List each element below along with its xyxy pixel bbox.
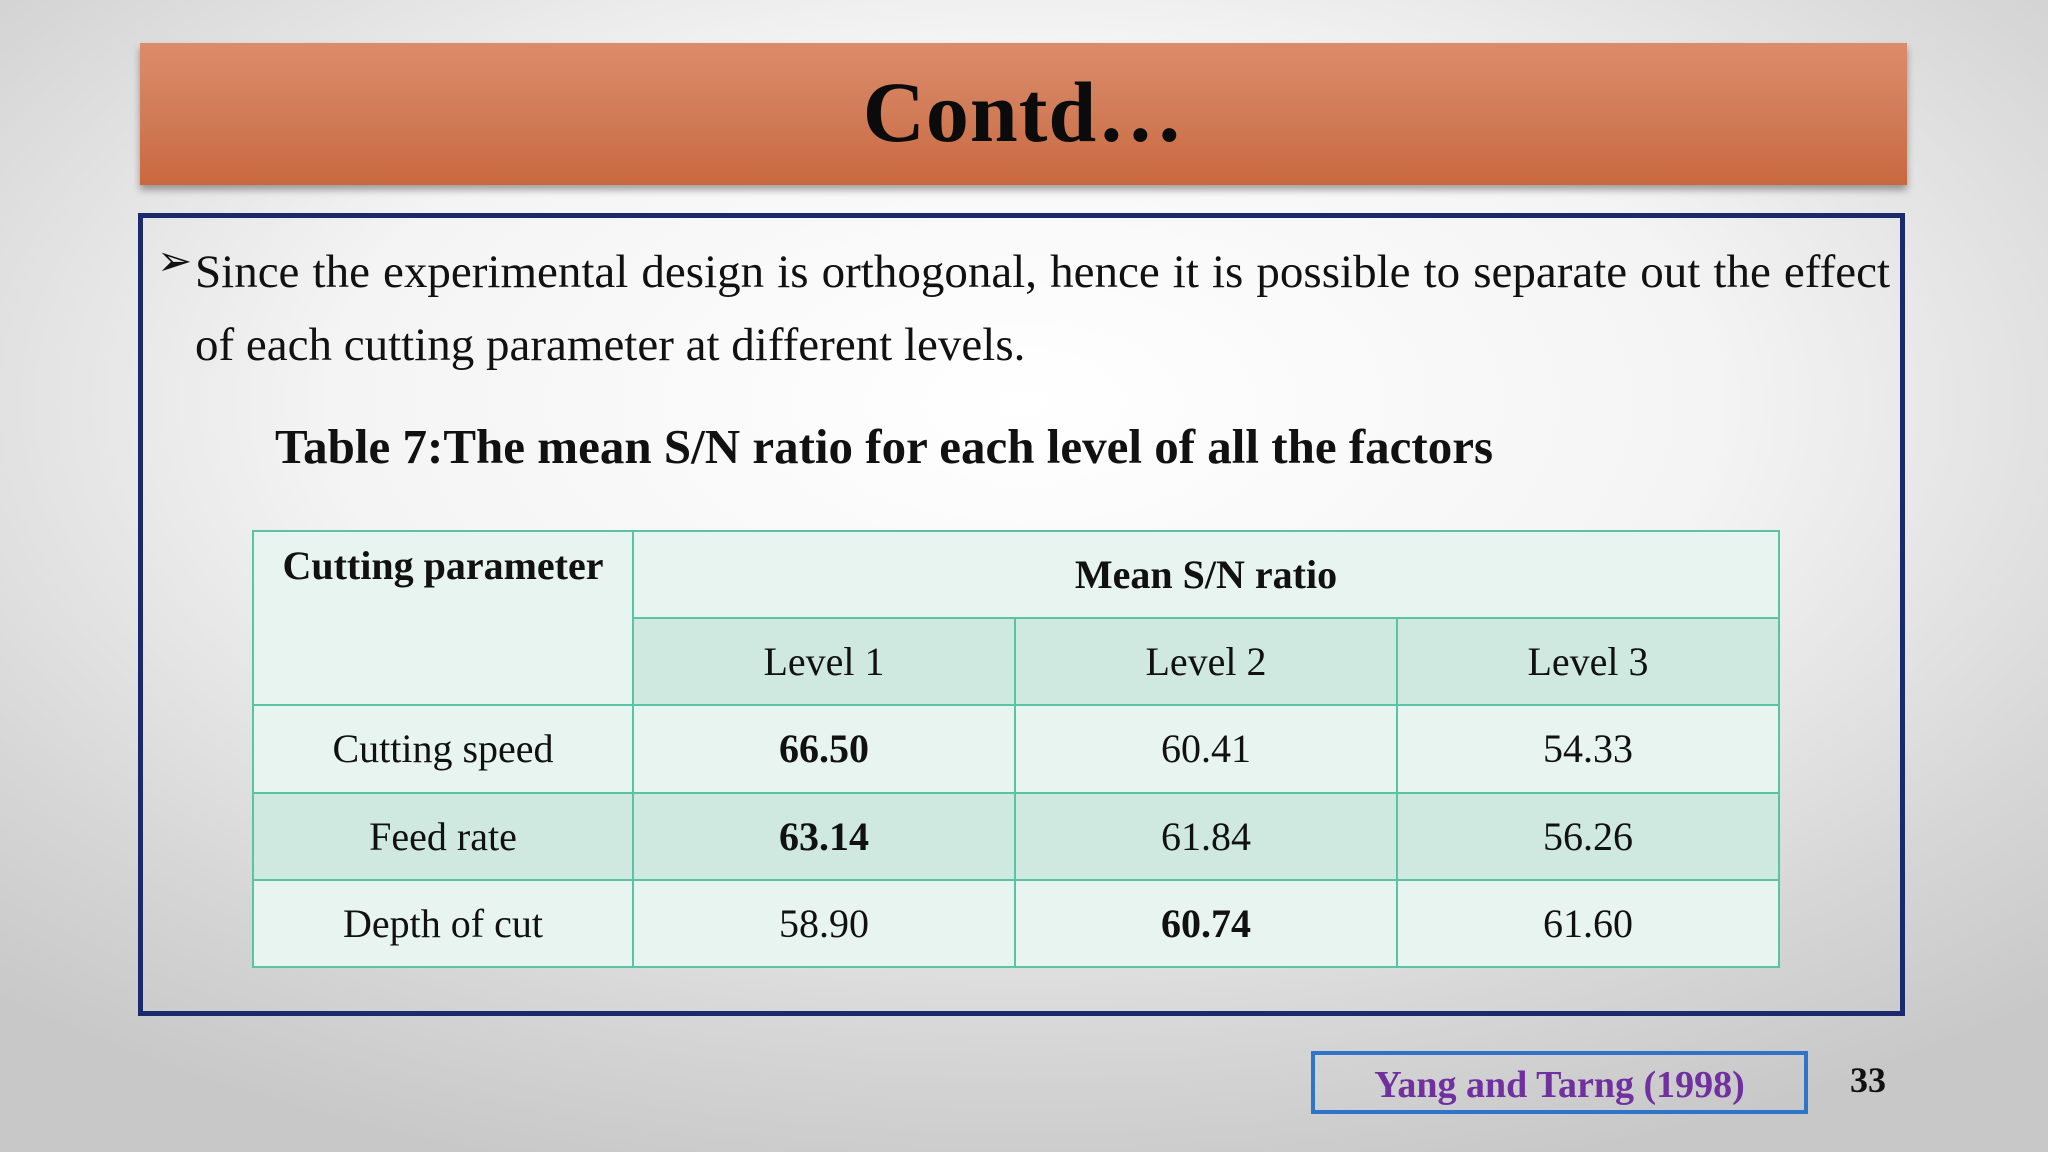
page-number: 33	[1850, 1060, 1886, 1100]
header-cutting-parameter: Cutting parameter	[253, 531, 633, 705]
citation-text: Yang and Tarng (1998)	[1374, 1063, 1745, 1106]
citation-box	[1311, 1051, 1808, 1114]
title-banner	[140, 43, 1907, 185]
table-cell: 54.33	[1397, 705, 1779, 792]
slide-title: Contd…	[862, 64, 1185, 160]
table-cell: 60.41	[1015, 705, 1397, 792]
table-cell: 61.60	[1397, 880, 1779, 967]
header-level-2: Level 2	[1015, 618, 1397, 705]
header-level-3: Level 3	[1397, 618, 1779, 705]
table-row	[253, 793, 1779, 880]
table-row	[253, 880, 1779, 967]
bullet-paragraph: Since the experimental design is orthogonal, hence it is possible to separate out the effect of each cutting parameter at different levels.	[195, 246, 1890, 371]
table-cell: 61.84	[1015, 793, 1397, 880]
header-level-1: Level 1	[633, 618, 1015, 705]
sn-ratio-table	[252, 530, 1780, 968]
table-caption: Table 7:The mean S/N ratio for each level of all the factors	[275, 419, 1494, 474]
table-cell: 63.14	[633, 793, 1015, 880]
row-param-cutting-speed: Cutting speed	[253, 705, 633, 792]
row-param-feed-rate: Feed rate	[253, 793, 633, 880]
table-row	[253, 705, 1779, 792]
table-cell: 60.74	[1015, 880, 1397, 967]
table-cell: 66.50	[633, 705, 1015, 792]
table-cell: 58.90	[633, 880, 1015, 967]
header-mean-sn-ratio: Mean S/N ratio	[633, 531, 1779, 618]
table-cell: 56.26	[1397, 793, 1779, 880]
arrow-bullet-icon: ➢	[157, 236, 193, 285]
row-param-depth-of-cut: Depth of cut	[253, 880, 633, 967]
